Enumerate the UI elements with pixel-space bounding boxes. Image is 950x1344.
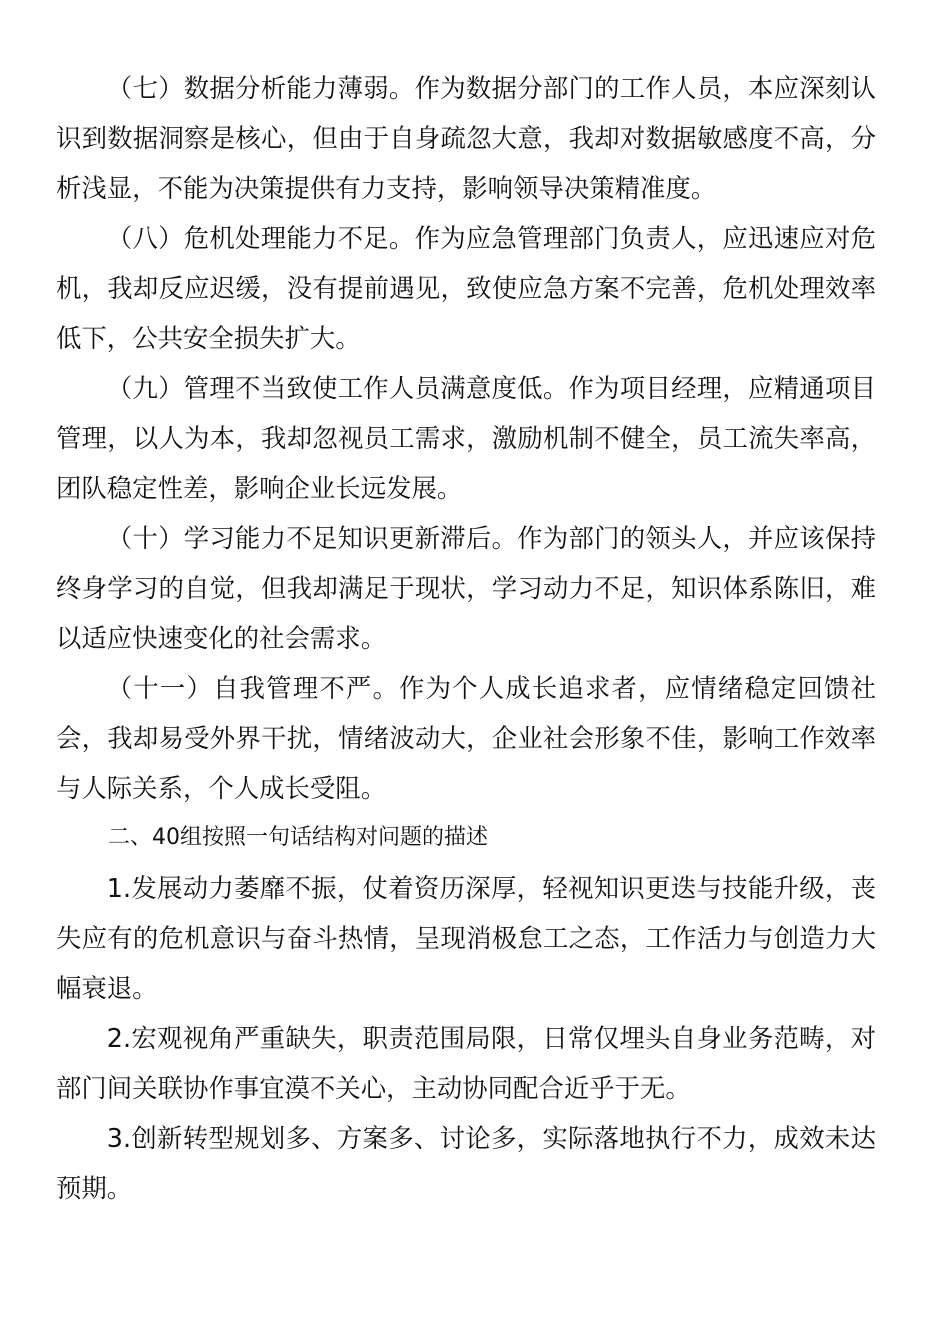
numbered-item-1: 1.发展动力萎靡不振，仗着资历深厚，轻视知识更迭与技能升级，丧失应有的危机意识与奋斗热情，呈现消极怠工之态，工作活力与创造力大幅衰退。 [56, 873, 876, 1003]
section-heading: 二、40组按照一句话结构对问题的描述 [108, 825, 488, 850]
paragraph-item-10: （十）学习能力不足知识更新滞后。作为部门的领头人，并应该保持终身学习的自觉，但我却满足于现状，学习动力不足，知识体系陈旧，难以适应快速变化的社会需求。 [56, 523, 876, 653]
paragraph-item-8: （八）危机处理能力不足。作为应急管理部门负责人，应迅速应对危机，我却反应迟缓，没有提前遇见，致使应急方案不完善，危机处理效率低下，公共安全损失扩大。 [56, 223, 876, 353]
paragraph-item-11: （十一）自我管理不严。作为个人成长追求者，应情绪稳定回馈社会，我却易受外界干扰，情绪波动大，企业社会形象不佳，影响工作效率与人际关系，个人成长受阻。 [56, 673, 876, 803]
document-page [56, 63, 876, 1213]
numbered-item-2: 2.宏观视角严重缺失，职责范围局限，日常仅埋头自身业务范畴，对部门间关联协作事宜漠不关心，主动协同配合近乎于无。 [56, 1023, 876, 1103]
paragraph-item-7: （七）数据分析能力薄弱。作为数据分部门的工作人员，本应深刻认识到数据洞察是核心，但由于自身疏忽大意，我却对数据敏感度不高，分析浅显，不能为决策提供有力支持，影响领导决策精准度。 [56, 73, 876, 203]
paragraph-item-9: （九）管理不当致使工作人员满意度低。作为项目经理，应精通项目管理，以人为本，我却忽视员工需求，激励机制不健全，员工流失率高，团队稳定性差，影响企业长远发展。 [56, 373, 876, 503]
numbered-item-3: 3.创新转型规划多、方案多、讨论多，实际落地执行不力，成效未达预期。 [56, 1123, 876, 1203]
